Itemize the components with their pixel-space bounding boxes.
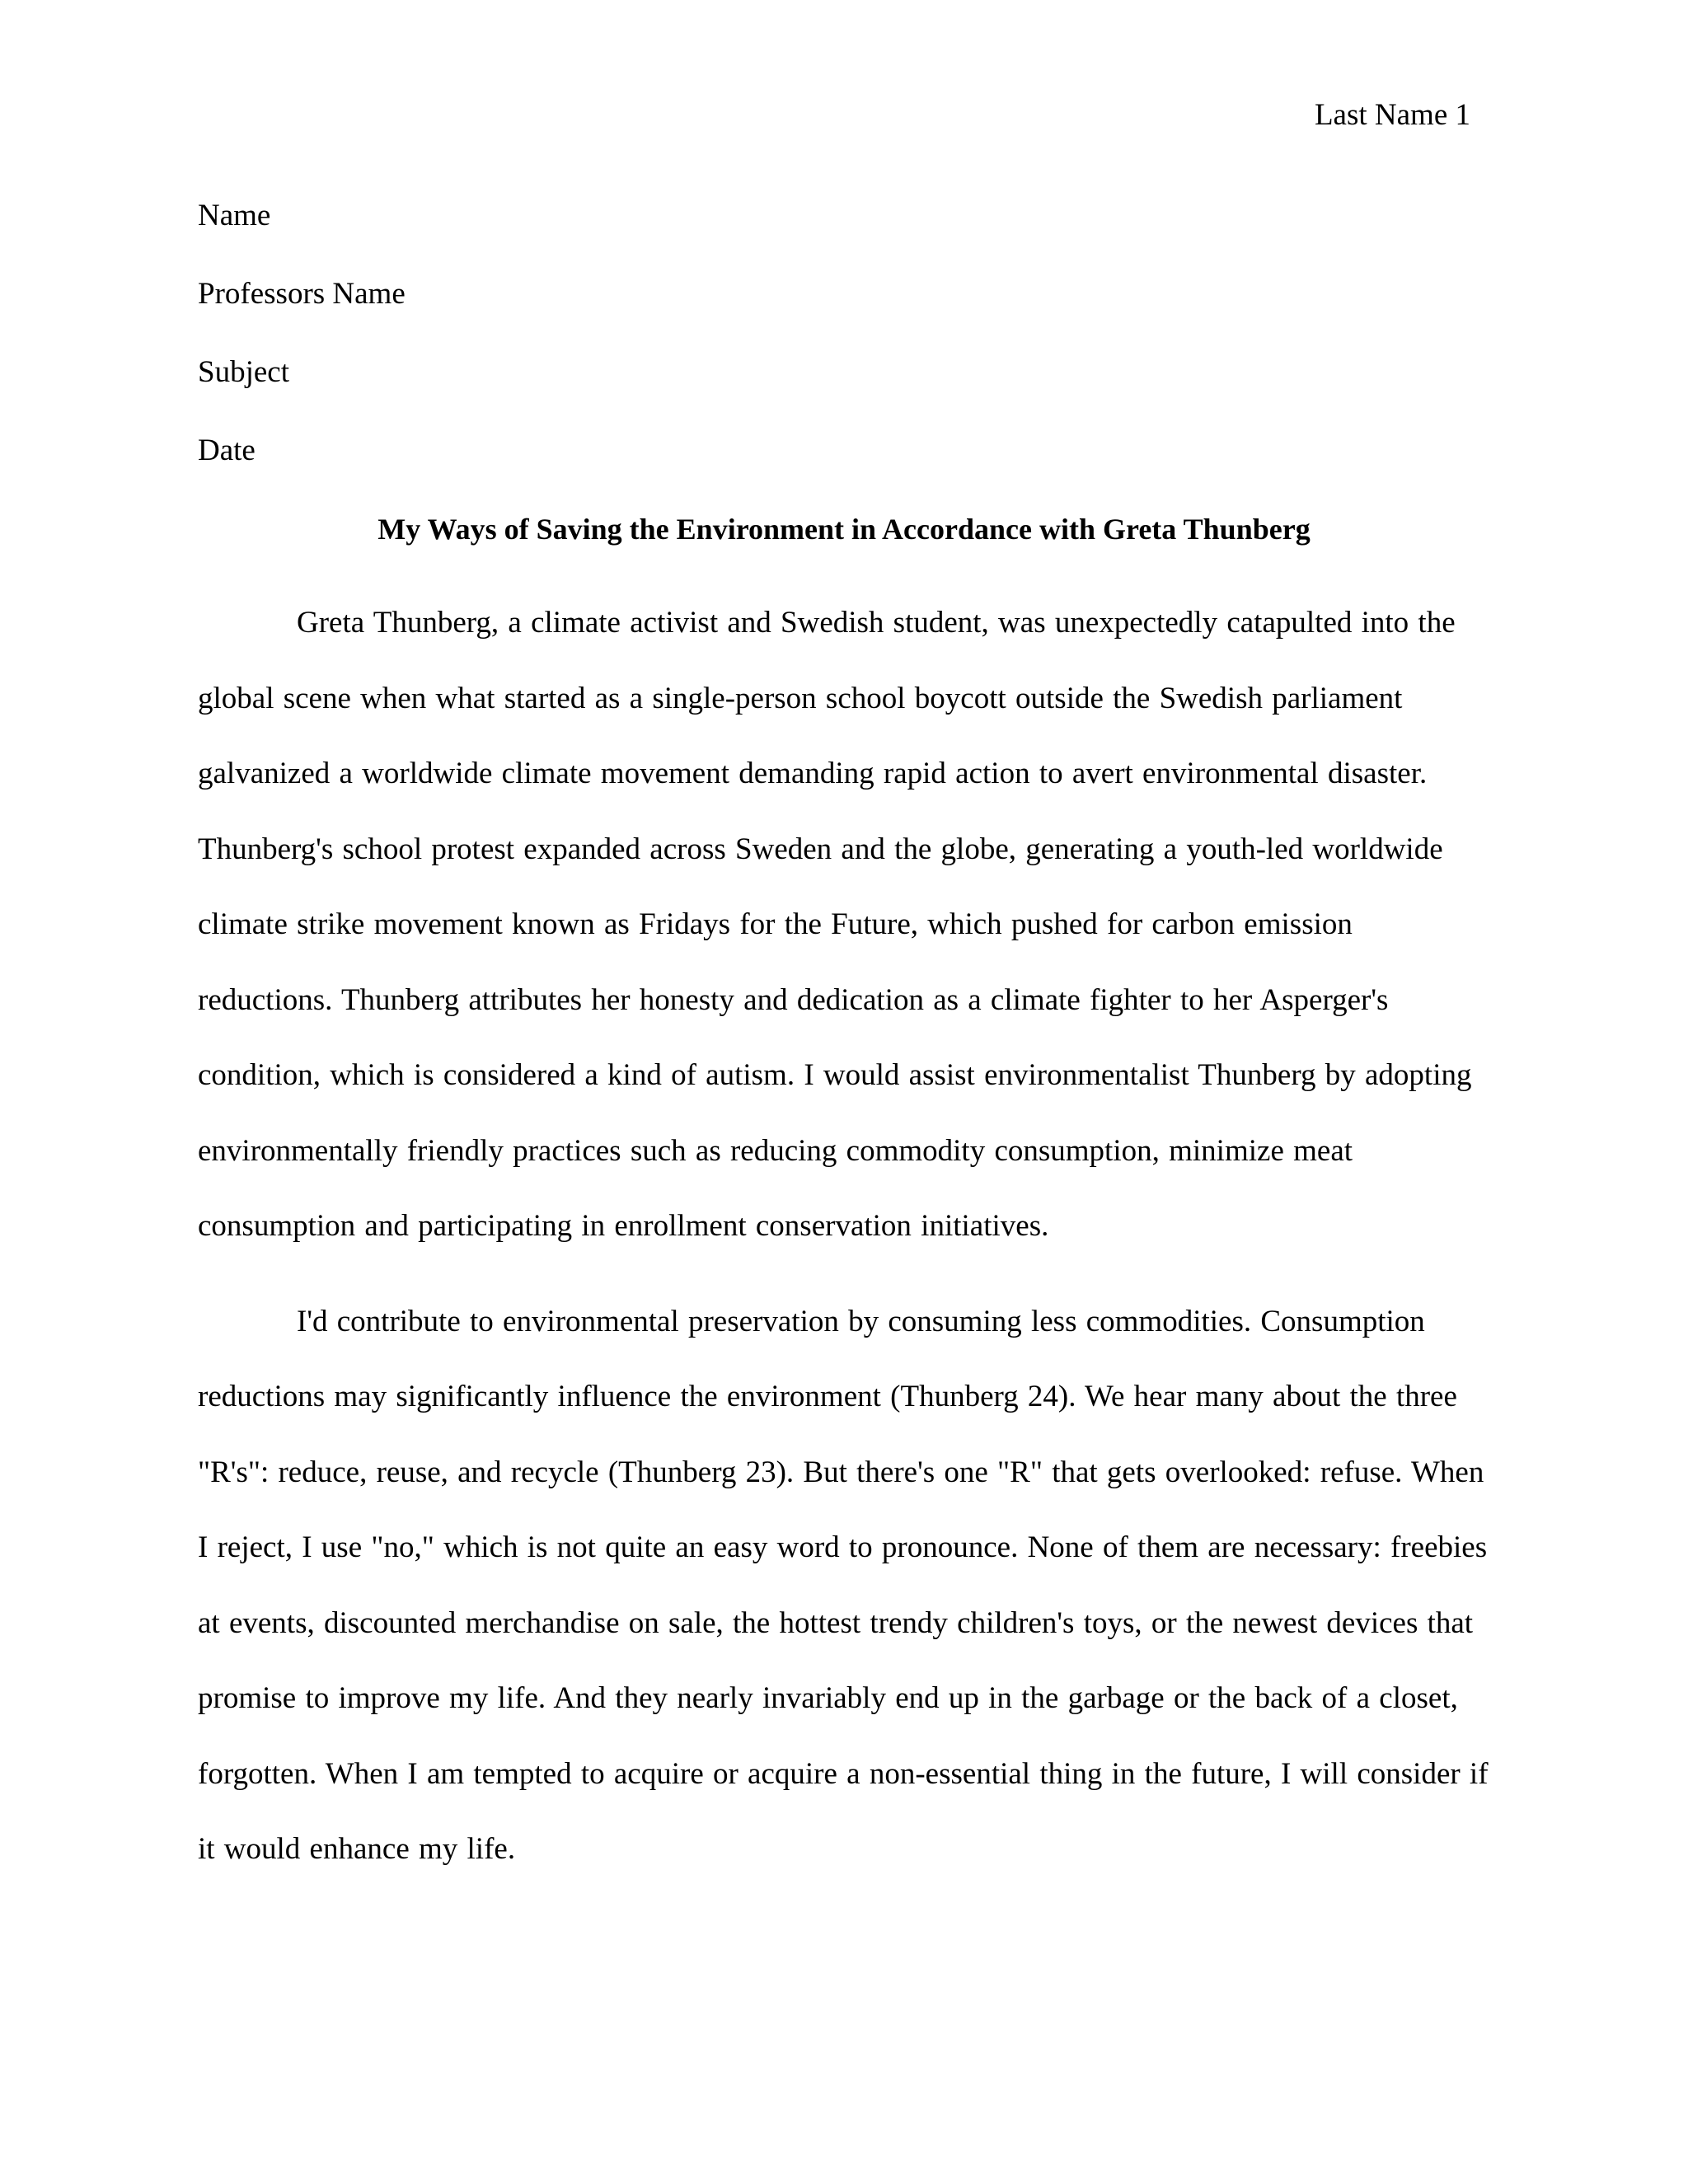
date-line: Date: [198, 434, 256, 467]
essay-title: My Ways of Saving the Environment in Accordance with Greta Thunberg: [377, 513, 1311, 546]
paragraph-1: Greta Thunberg, a climate activist and Swedish student, was unexpectedly catapulted into the global scene when what started as a single-person school boycott outside the Swedish parliament galvanized a worldwide climate movement demanding rapid action to avert environmental disaster. Thunberg's school protest expanded across Sweden and the globe, generating a youth-led worldwide climate strike movement known as Fridays for the Future, which pushed for carbon emission reductions. Thunberg attributes her honesty and dedication as a climate fighter to her Asperger's condition, which is considered a kind of autism. I would assist environmentalist Thunberg by adopting environmentally friendly practices such as reducing commodity consumption, minimize meat consumption and participating in enrollment conservation initiatives.: [198, 606, 1472, 1243]
document-body: [198, 198, 1490, 1907]
running-head: Last Name 1: [1314, 98, 1470, 132]
paragraph-2: I'd contribute to environmental preservation by consuming less commodities. Consumption reductions may significantly influence the environment (Thunberg 24). We hear many about the three "R's": reduce, reuse, and recycle (Thunberg 23). But there's one "R" that gets overlooked: refuse. When I reject, I use "no," which is not quite an easy word to pronounce. None of them are necessary: freebies at events, discounted merchandise on sale, the hottest trendy children's toys, or the newest devices that promise to improve my life. And they nearly invariably end up in the garbage or the back of a closet, forgotten. When I am tempted to acquire or acquire a non-essential thing in the future, I will consider if it would enhance my life.: [198, 1304, 1489, 1866]
student-name: Name: [198, 199, 271, 232]
subject-line: Subject: [198, 355, 289, 389]
professor-name: Professors Name: [198, 277, 406, 311]
